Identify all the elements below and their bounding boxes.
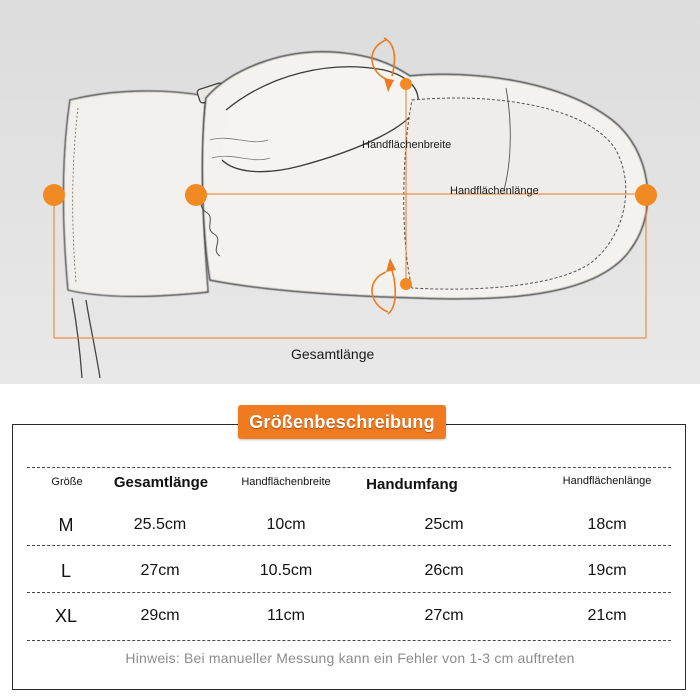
table-divider — [27, 545, 671, 546]
size-table-title: Größenbeschreibung — [238, 405, 446, 439]
header-palm-length: Handflächenlänge — [562, 475, 652, 487]
palm-length-cell: 18cm — [587, 516, 627, 533]
header-total-length: Gesamtlänge — [113, 474, 209, 491]
total-length-label: Gesamtlänge — [291, 346, 375, 362]
palm-width-label: Handflächenbreite — [362, 139, 452, 151]
size-cell: L — [60, 561, 72, 581]
size-cell: XL — [54, 606, 78, 626]
palm-length-cell: 19cm — [587, 562, 627, 579]
palm-width-cell: 10cm — [266, 516, 306, 533]
total-length-cell: 29cm — [140, 607, 180, 624]
header-palm-width: Handflächenbreite — [241, 476, 331, 488]
measurement-note: Hinweis: Bei manueller Messung kann ein Fehler von 1-3 cm auftreten — [125, 650, 575, 666]
header-hand-circumference: Handumfang — [366, 476, 458, 493]
table-divider — [27, 592, 671, 593]
hand-circumference-cell: 27cm — [424, 607, 464, 624]
hand-circumference-cell: 26cm — [424, 562, 464, 579]
header-size: Größe — [51, 476, 83, 488]
palm-length-cell: 21cm — [587, 607, 627, 624]
table-divider — [27, 640, 671, 641]
size-cell: M — [58, 515, 74, 535]
palm-width-cell: 11cm — [267, 607, 305, 624]
hand-circumference-cell: 25cm — [424, 516, 464, 533]
palm-length-label: Handflächenlänge — [450, 185, 539, 197]
total-length-cell: 25.5cm — [133, 516, 187, 533]
table-divider — [27, 467, 671, 468]
palm-width-cell: 10.5cm — [259, 562, 313, 579]
total-length-cell: 27cm — [140, 562, 180, 579]
